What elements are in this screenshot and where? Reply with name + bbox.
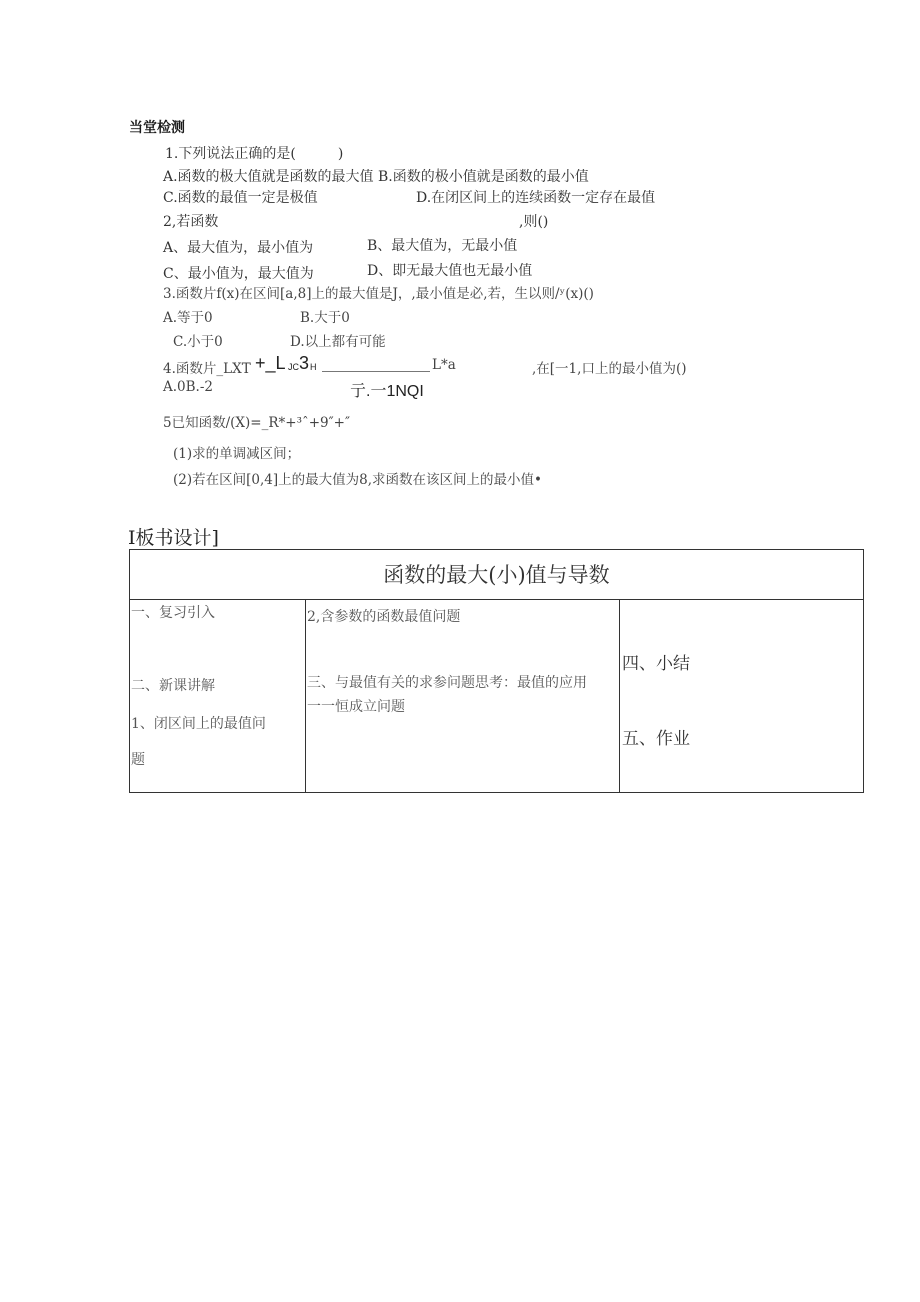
board-closed-interval-line-2: 题 [131, 752, 145, 768]
board-column-2 [306, 600, 620, 792]
question-3-option-a: A.等于0 [163, 310, 213, 326]
question-2-stem: 2,若函数 [163, 214, 219, 230]
question-3-option-c: C.小于0 [173, 334, 223, 350]
question-5-part-2: (2)若在区间[0,4]上的最大值为8,求函数在该区间上的最小值• [173, 472, 542, 488]
question-5-stem: 5已知函数/(X)=_R*+³ˆ+9″+″ [163, 415, 351, 431]
question-4-stem-prefix: 4.函数片_LXT [163, 361, 251, 377]
question-1-option-d: D.在闭区间上的连续函数一定存在最值 [416, 190, 656, 206]
question-2-option-c: C、最小值为，最大值为 [163, 266, 314, 282]
question-5-part-1: (1)求的单调减区间； [173, 446, 301, 462]
question-3-stem: 3.函数片f(x)在区间[a,8]上的最大值是J，,最小值是必,若，生以则/ʸ(x)() [163, 286, 594, 302]
board-column-3 [620, 600, 863, 792]
question-4-stem-tail: ,在[一1,口上的最小值为() [532, 361, 687, 377]
question-1-option-c: C.函数的最值一定是极值 [163, 190, 318, 206]
question-2-option-a: A、最大值为，最小值为 [163, 240, 314, 256]
question-4-blank-line [322, 371, 430, 372]
question-4-stem-three: 3 [299, 353, 310, 373]
section-heading-in-class-check: 当堂检测 [129, 120, 185, 136]
question-1-stem: 1.下列说法正确的是( ) [165, 146, 344, 162]
question-4-stem-la: L*a [432, 357, 456, 373]
question-3-option-b: B.大于0 [300, 310, 350, 326]
question-4-options-ab: A.0B.-2 [163, 379, 213, 395]
question-4-stem-sub: JC [288, 362, 299, 372]
board-param-item: 2,含参数的函数最值问题 [307, 609, 461, 625]
question-2-tail: ,则() [519, 214, 549, 230]
question-3-option-d: D.以上都有可能 [290, 334, 386, 350]
board-homework-item: 五、作业 [622, 729, 690, 749]
question-1-options-ab: A.函数的极大值就是函数的最大值 B.函数的极小值就是函数的最小值 [163, 169, 589, 185]
question-2-option-d: D、即无最大值也无最小值 [367, 263, 533, 279]
question-4-stem-ocr: +_L [255, 353, 286, 373]
board-column-1 [130, 600, 306, 792]
section-heading-board-design: I板书设计] [128, 527, 219, 549]
board-summary-item: 四、小结 [622, 654, 690, 674]
board-new-lesson-item: 二、新课讲解 [131, 678, 215, 694]
board-closed-interval-line-1: 1、闭区间上的最值问 [131, 716, 266, 732]
board-review-item: 一、复习引入 [131, 605, 215, 621]
board-apply-line-2: 一一恒成立问题 [307, 699, 405, 715]
question-4-stem-h: H [310, 362, 317, 372]
question-4-options-cd: 亍.一1NQI [350, 383, 424, 400]
board-design-table [129, 549, 864, 793]
board-title: 函数的最大(小)值与导数 [130, 550, 863, 600]
question-2-option-b: B、最大值为，无最小值 [367, 238, 518, 254]
board-apply-line-1: 三、与最值有关的求参问题思考：最值的应用 [307, 675, 587, 691]
